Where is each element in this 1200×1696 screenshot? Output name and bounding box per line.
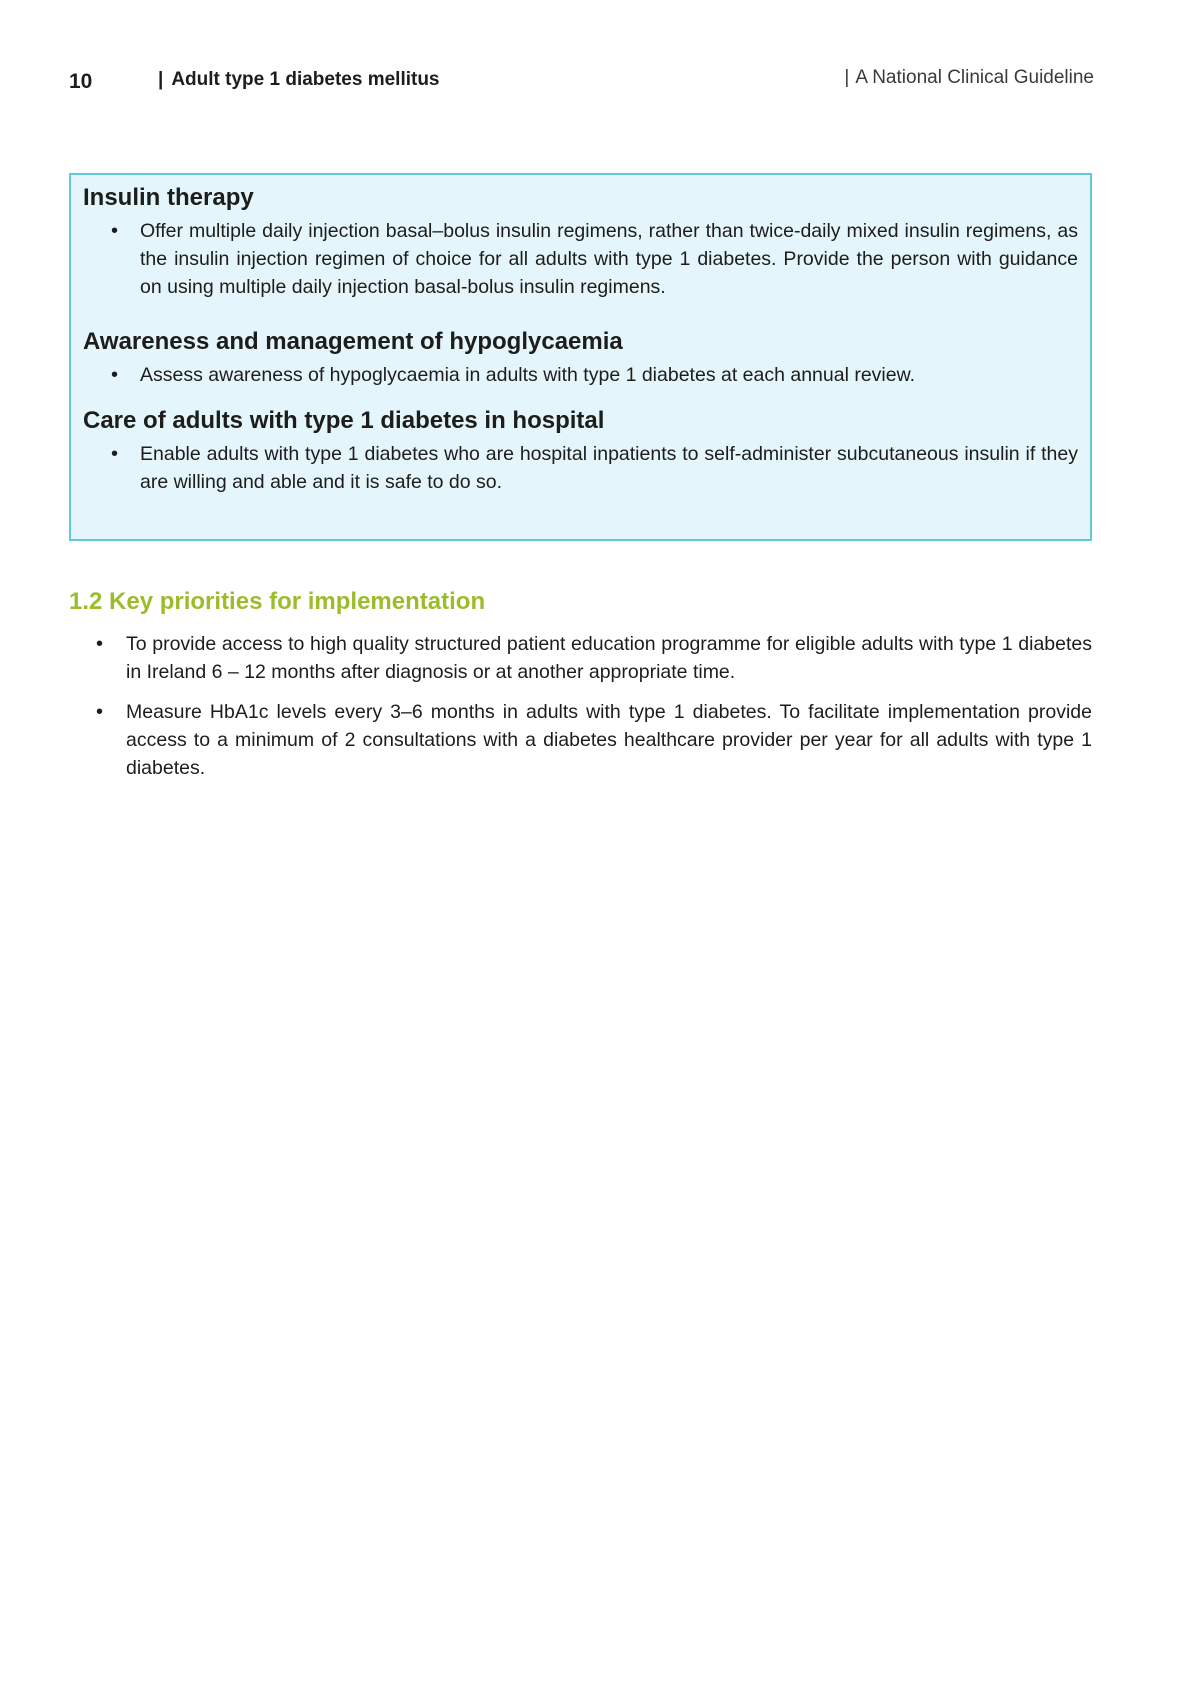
section-heading: Awareness and management of hypoglycaemia — [83, 328, 623, 355]
bullet-list — [83, 440, 1078, 496]
series-title-text: A National Clinical Guideline — [855, 67, 1094, 88]
recommendation-box — [69, 173, 1092, 541]
key-priorities-list — [69, 630, 1092, 794]
insulin-therapy-section — [83, 183, 1078, 301]
running-title — [158, 69, 440, 91]
section-heading: Care of adults with type 1 diabetes in hospital — [83, 407, 605, 434]
hypoglycaemia-section — [83, 327, 1078, 389]
series-title — [844, 67, 1094, 89]
list-item: • To provide access to high quality structured patient education programme for eligible adults with type 1 diabetes in Ireland 6 – 12 months after diagnosis or at another appropriate time. — [69, 630, 1092, 686]
list-item: • Measure HbA1c levels every 3–6 months in adults with type 1 diabetes. To facilitate implementation provide access to a minimum of 2 consultations with a diabetes healthcare provider per year for all adults with type 1 diabetes. — [69, 698, 1092, 782]
bullet-list — [83, 217, 1078, 301]
list-item: • Assess awareness of hypoglycaemia in adults with type 1 diabetes at each annual review. — [83, 361, 1078, 389]
key-priorities-heading: 1.2 Key priorities for implementation — [69, 588, 486, 615]
series-separator: | — [844, 67, 850, 88]
section-heading: Insulin therapy — [83, 184, 254, 211]
list-item: • Enable adults with type 1 diabetes who are hospital inpatients to self-administer subcutaneous insulin if they are willing and able and it is safe to do so. — [83, 440, 1078, 496]
header-separator: | — [158, 69, 164, 90]
page-number: 10 — [69, 70, 93, 93]
document-title: Adult type 1 diabetes mellitus — [171, 69, 440, 90]
list-item: • Offer multiple daily injection basal–bolus insulin regimens, rather than twice-daily mixed insulin regimens, as the insulin injection regimen of choice for all adults with type 1 diabetes. Provide the person with guidance on using multiple daily injection basal-bolus insulin regimens. — [83, 217, 1078, 301]
hospital-care-section — [83, 406, 1078, 496]
bullet-list — [83, 361, 1078, 389]
